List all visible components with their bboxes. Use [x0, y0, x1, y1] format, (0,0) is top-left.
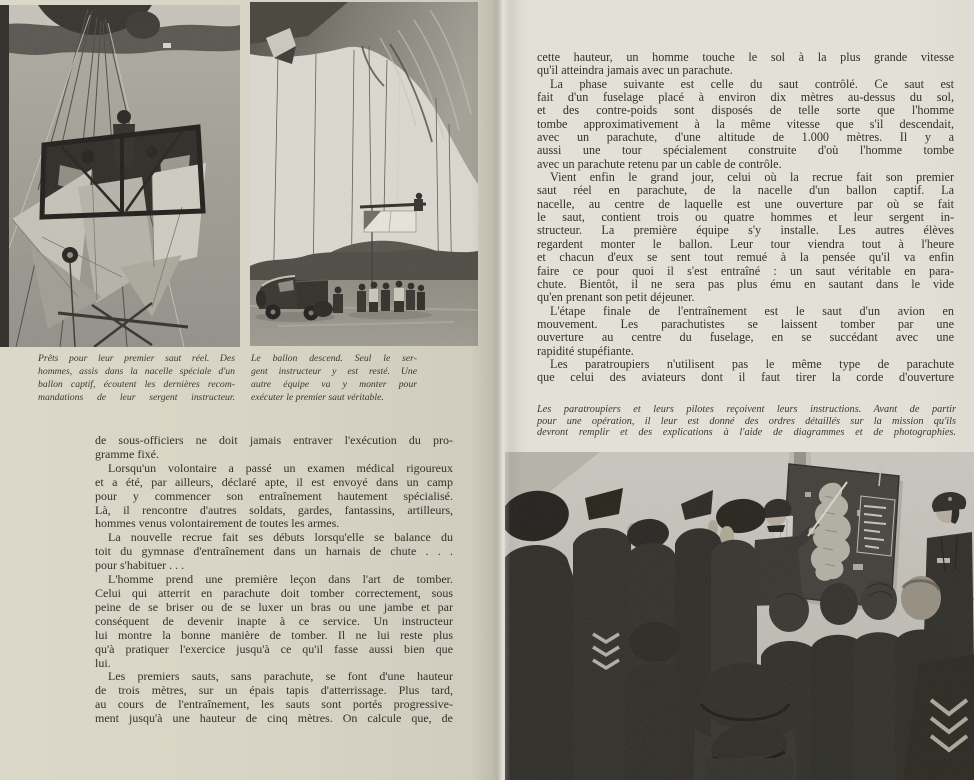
text-line: Prêts pour leur premier saut réel. Des [38, 353, 235, 364]
text-line: structeur. La première équipe s'y installe. Les autres élèves [537, 223, 954, 238]
text-line: Le ballon descend. Seul le ser- [251, 353, 417, 364]
text-line: ballon captif, écoutent les dernières recom- [38, 379, 235, 390]
text-line: toit du gymnase d'entraînement dans un harnais de chute . . . [95, 544, 453, 559]
text-line: cette hauteur, un homme touche le sol à la plus grande vitesse [537, 50, 954, 64]
text-line: devront remplir et des explications à l'aide de diagrammes et de photographies. [537, 427, 956, 439]
text-line: ment jusqu'à une hauteur de cinq mètres. On calcule que, de [95, 711, 453, 726]
photo-balloon-descending [250, 2, 478, 346]
text-line: Lorsqu'un volontaire a passé un examen médical rigoureux [108, 460, 453, 475]
text-line: La phase suivante est celle du saut contrôlé. Ce saut est [550, 76, 954, 91]
text-line: exécuter le premier saut véritable. [251, 392, 384, 403]
paragraph [95, 531, 453, 573]
left-text-column [95, 434, 453, 726]
text-line: pour une opération, il leur est donné des ordres détaillés sur la mission qu'ils [537, 415, 956, 427]
text-line: qu'à pratiquer l'exercice jusqu'à ce qu'il fasse aussi bien que [95, 641, 453, 656]
text-line: autre équipe va y monter pour [251, 379, 417, 390]
text-line: peine de se briser ou de se luxer un bras ou une jambe et par [95, 599, 453, 614]
text-line: hommes venus volontairement de toutes les armes. [95, 516, 340, 531]
photo-caption-nacelle [38, 352, 235, 404]
text-line: de sous-officiers ne doit jamais entraver l'exécution du pro- [95, 433, 453, 447]
text-line: nacelle, au centre de laquelle est une ouverture par où se fait [537, 196, 954, 211]
text-line: et chacun d'eux se sent tout remué à la pensée qu'il va enfin [537, 250, 954, 265]
text-line: Les paratroupiers et leurs pilotes reçoivent leurs instructions. Avant de partir [537, 404, 956, 415]
photo-caption-briefing [537, 404, 956, 439]
text-line: fait d'un fuselage placé à environ dix mètres au-dessus du sol, [537, 90, 954, 105]
text-line: conséquent de devenir inapte à ce service. Un instructeur [95, 613, 453, 628]
text-line: aussi une tour spécialement construite d'où l'homme tombe [537, 143, 954, 158]
text-line: lui. [95, 655, 111, 670]
text-line: rapidité stupéfiante. [537, 343, 634, 358]
paragraph [95, 573, 453, 670]
photo-balloon-nacelle [0, 5, 240, 347]
text-line: L'homme prend une première leçon dans l'art de tomber. [108, 572, 453, 587]
paragraph [95, 434, 453, 462]
photo-briefing-art [505, 452, 974, 780]
text-line: Les premiers sauts, sans parachute, se font d'une hauteur [108, 669, 453, 684]
text-line: hommes, assis dans la nacelle spéciale d'un [38, 366, 235, 377]
photo-caption-descending [251, 352, 417, 404]
text-line: au cours de l'entraînement, les sauts sont portés progressive- [95, 697, 453, 712]
right-page [497, 0, 974, 780]
text-line: mouvement. Les parachutistes se laissent tomber par une [537, 316, 954, 331]
paragraph [537, 358, 954, 385]
text-line: lui montre la bonne manière de tomber. Il ne lui reste plus [95, 627, 453, 642]
text-line: le saut, contient trois ou quatre hommes et leur sergent in- [537, 210, 954, 225]
text-line: Là, il rencontre d'autres soldats, gardes, fantassins, artilleurs, [95, 502, 453, 517]
text-line: avec un parachute, d'une altitude de 1.000 mètres. Il y a [537, 130, 954, 145]
text-line: pour y commencer son entraînement hautement spécialisé. [95, 488, 453, 503]
text-line: de trois mètres, sur un épais tapis d'atterrissage. Plus tard, [95, 683, 453, 698]
text-line: saut réel en parachute, de la nacelle d'un ballon captif. La [537, 183, 954, 198]
paragraph [537, 171, 954, 304]
text-line: qu'en prenant son petit déjeuner. [537, 290, 695, 305]
text-line: La nouvelle recrue fait ses débuts lorsqu'elle se balance du [108, 530, 453, 545]
text-line: gent instructeur y est resté. Une [251, 366, 417, 377]
right-text-column [537, 51, 954, 385]
paragraph [95, 670, 453, 726]
photo-briefing [505, 452, 974, 780]
paragraph [537, 78, 954, 171]
text-line: mandations de leur sergent instructeur. [38, 392, 235, 403]
photo-balloon-nacelle-art [0, 5, 240, 347]
text-line: avec un parachute retenu par un cable de contrôle. [537, 156, 782, 171]
text-line: tombe approximativement à la même vitesse que s'il descendait, [537, 116, 954, 131]
text-line: L'étape finale de l'entraînement est le saut d'un avion en [550, 303, 954, 318]
text-line: Vient enfin le grand jour, celui où la recrue fait son premier [550, 170, 954, 185]
text-line: et a été, par ailleurs, déclaré apte, il est envoyé dans un camp [95, 474, 453, 489]
text-line: gramme fixé. [95, 446, 159, 461]
text-line: Celui qui atterrit en parachute doit tomber correctement, sous [95, 585, 453, 600]
text-line: Les paratroupiers n'utilisent pas le même type de parachute [550, 356, 954, 371]
paragraph [537, 305, 954, 358]
text-line: faire ce pour quoi il s'est entraîné : un saut véritable en para- [537, 263, 954, 278]
text-line: qu'il atteindra jamais avec un parachute. [537, 63, 733, 78]
paragraph [537, 51, 954, 78]
text-line: que celui des aviateurs dont il faut tirer la corde d'ouverture [537, 370, 954, 385]
photo-balloon-descending-art [250, 2, 478, 346]
paragraph [95, 462, 453, 532]
text-line: et des contre-poids sont disposés de telle sorte que l'homme [537, 103, 954, 118]
text-line: chute. Bientôt, il ne sera pas plus ému en sautant dans le vide [537, 276, 954, 291]
text-line: ouverture au centre du fuselage, en se succédant avec une [537, 330, 954, 345]
text-line: pour s'habituer . . . [95, 558, 185, 573]
text-line: regardent monter le ballon. Leur tour viendra tout à l'heure [537, 236, 954, 251]
